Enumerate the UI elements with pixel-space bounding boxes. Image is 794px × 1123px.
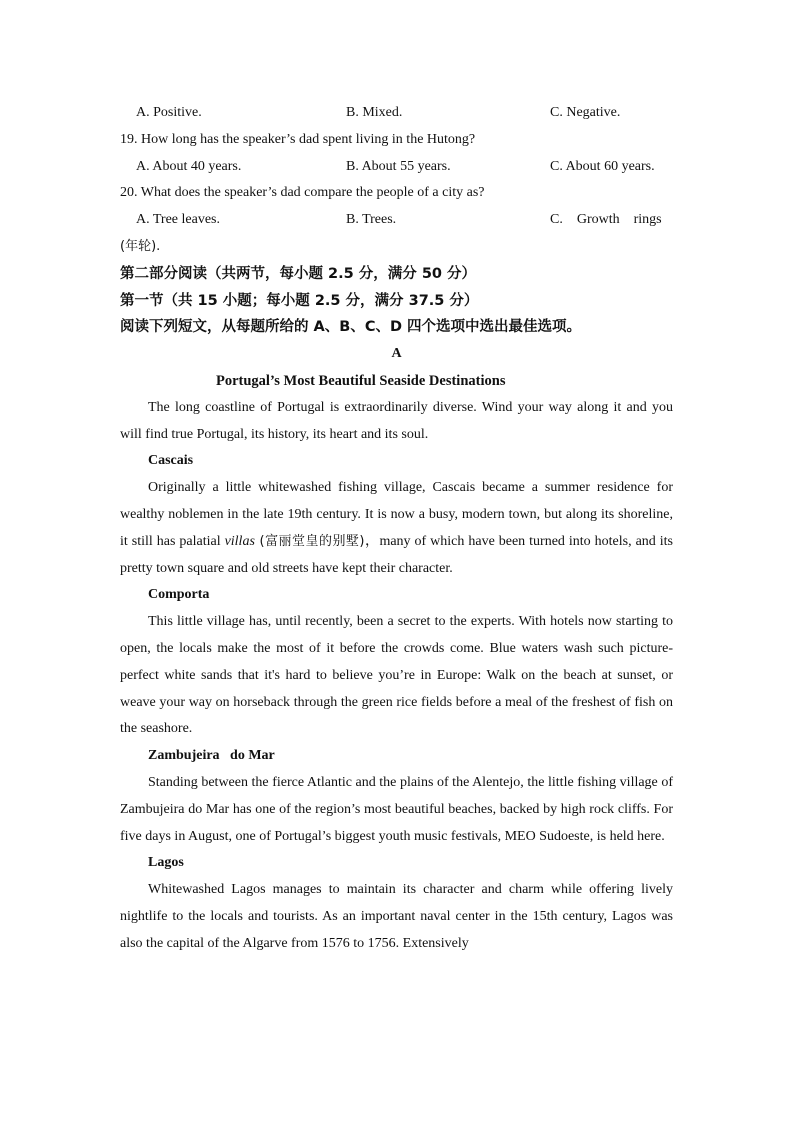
q18-option-c: C. Negative. [550, 105, 621, 120]
q19-option-c: C. About 60 years. [550, 158, 655, 174]
q20-option-c: C. Growth rings [550, 212, 662, 228]
lagos-heading: Lagos [148, 855, 184, 871]
q18-option-b: B. Mixed. [346, 105, 403, 120]
q19-options [120, 154, 673, 181]
document-page [120, 100, 673, 958]
villas-gloss: (富丽堂皇的别墅) [254, 533, 365, 549]
comporta-paragraph: This little village has, until recently, been a secret to the experts. With hotels now starting to open, the locals make the most of it before the crowds come. Blue waters wash such picture-perfect white sands that it's hard to believe you’re in Europe: Walk on the beach at sunset, or weave your way on horseback through the green rice fields before a meal of the freshest of fish on the seashore. [120, 614, 673, 737]
villas-word: villas [224, 533, 255, 549]
q19-question: 19. How long has the speaker’s dad spent living in the Hutong? [120, 131, 476, 147]
cascais-heading: Cascais [148, 453, 194, 469]
q19-option-a: A. About 40 years. [136, 158, 242, 174]
passage-title: Portugal’s Most Beautiful Seaside Destinations [216, 372, 506, 389]
q18-options [120, 100, 673, 127]
q19-option-b: B. About 55 years. [346, 158, 451, 174]
section1-heading: 第一节（共 15 小题；每小题 2.5 分，满分 37.5 分） [120, 292, 479, 309]
lagos-paragraph: Whitewashed Lagos manages to maintain its character and charm while offering lively nightlife to the locals and tourists. As an important naval center in the 15th century, Lagos was also the capital of the Algarve from 1576 to 1756. Extensively [120, 882, 673, 951]
comporta-heading: Comporta [148, 587, 210, 603]
instructions: 阅读下列短文，从每题所给的 A、B、C、D 四个选项中选出最佳选项。 [120, 319, 582, 336]
q18-option-a: A. Positive. [136, 105, 202, 120]
zambujeira-heading: Zambujeira do Mar [148, 748, 275, 764]
q20-option-a: A. Tree leaves. [136, 212, 220, 228]
q20-question: 20. What does the speaker’s dad compare the people of a city as? [120, 185, 485, 201]
passage-letter: A [391, 346, 402, 362]
part2-heading: 第二部分阅读（共两节，每小题 2.5 分，满分 50 分） [120, 265, 477, 282]
intro-paragraph: The long coastline of Portugal is extraordinarily diverse. Wind your way along it and you will find true Portugal, its history, its heart and its soul. [120, 399, 673, 442]
zambujeira-paragraph: Standing between the fierce Atlantic and the plains of the Alentejo, the little fishing village of Zambujeira do Mar has one of the region’s most beautiful beaches, backed by high rock cliffs. For five days in August, one of Portugal’s biggest youth music festivals, MEO Sudoeste, is held here. [120, 774, 673, 844]
cascais-paragraph: Originally a little whitewashed fishing village, Cascais became a summer residence for wealthy noblemen in the late 19th century. It is now a busy, modern town, but along its shoreline, it still has palatial villas (富丽堂皇的别墅)，many of which have been turned into hotels, and its pretty town square and old streets have kept their character. [120, 480, 673, 576]
q20-options [120, 207, 673, 234]
q20-option-c-cont: (年轮). [120, 238, 161, 254]
q20-option-b: B. Trees. [346, 212, 397, 228]
